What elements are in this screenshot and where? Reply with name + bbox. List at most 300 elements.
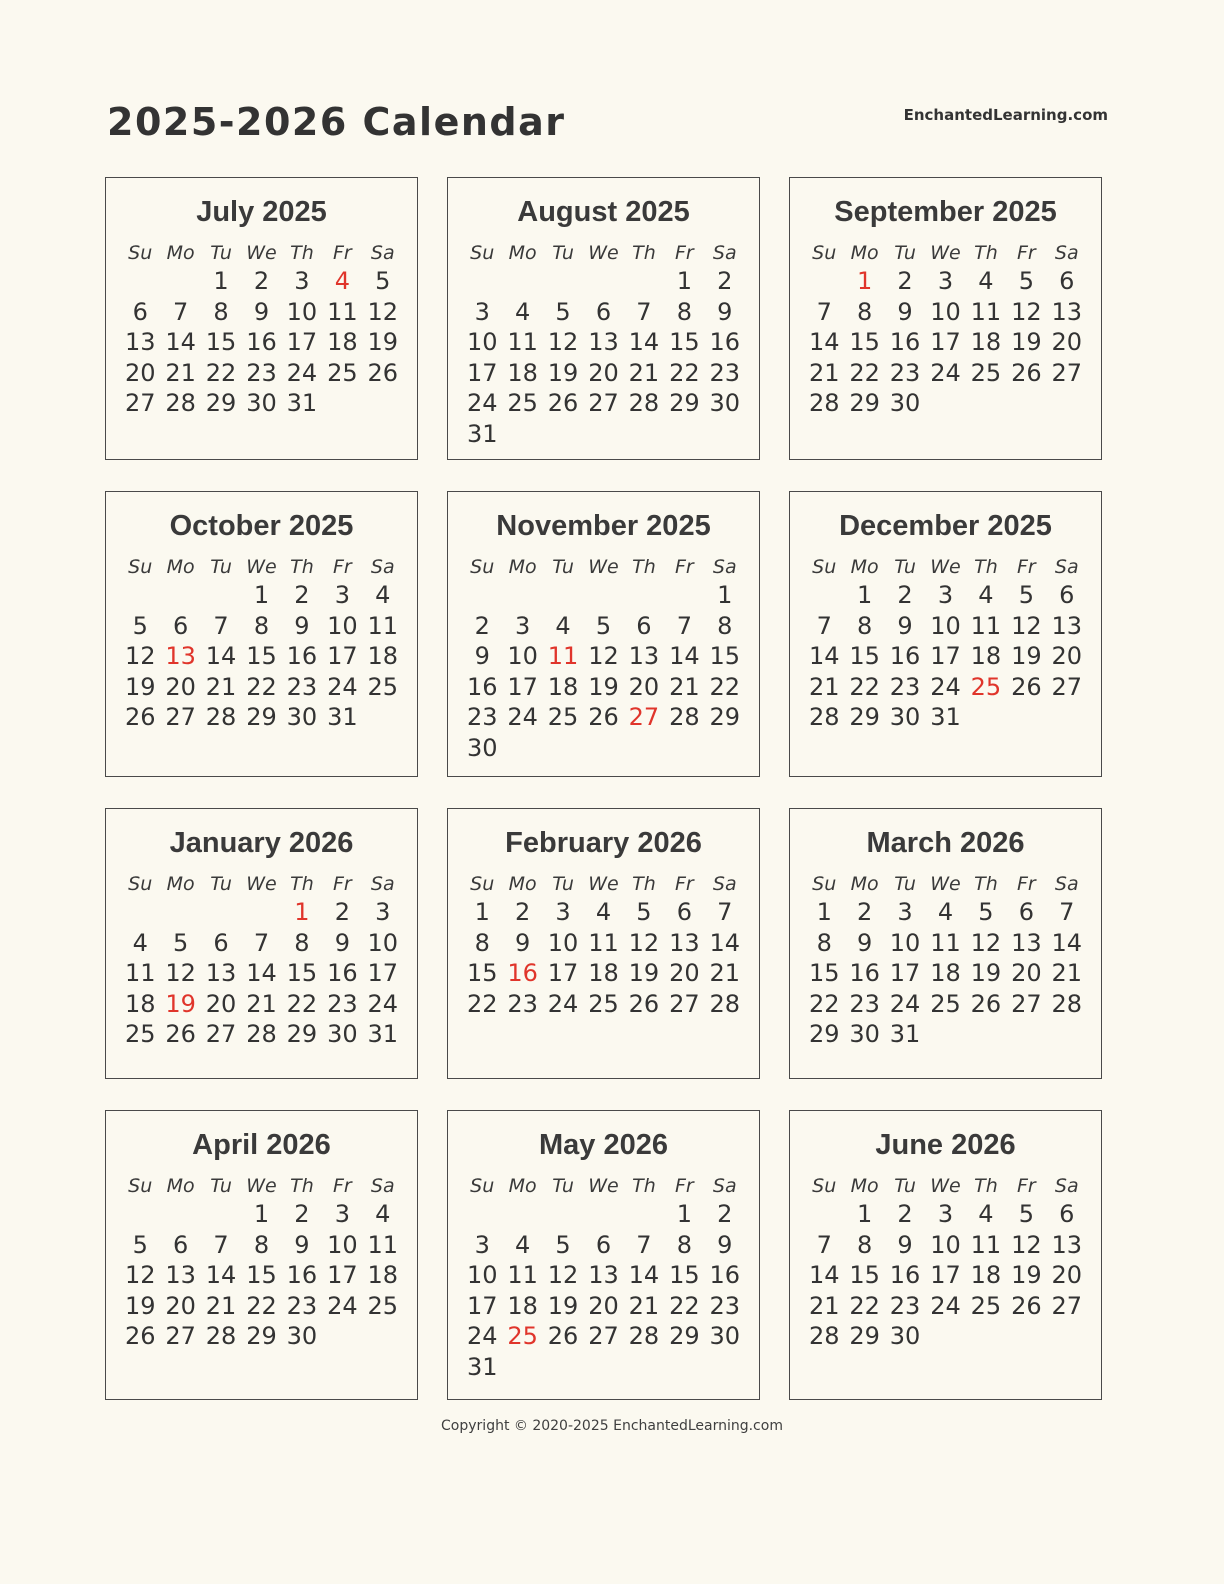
day-cell: 28 xyxy=(205,703,237,731)
day-cell: 16 xyxy=(849,959,880,987)
day-cell: 5 xyxy=(1018,581,1034,609)
day-cell: 27 xyxy=(1051,672,1083,701)
weekday-label: Th xyxy=(290,1175,314,1197)
day-cell: 6 xyxy=(595,1230,612,1259)
day-cell: 11 xyxy=(124,959,156,987)
day-cell: 23 xyxy=(889,672,921,701)
day-cell: 20 xyxy=(124,358,156,387)
day-cell: 22 xyxy=(849,672,880,701)
day-cell: 20 xyxy=(1011,959,1042,987)
day-cell-holiday: 4 xyxy=(334,267,350,295)
day-cell: 22 xyxy=(669,1291,700,1320)
day-cell: 28 xyxy=(628,389,660,417)
day-cell: 22 xyxy=(246,672,277,701)
day-cell: 1 xyxy=(856,581,873,609)
weekday-label: Sa xyxy=(370,242,395,264)
day-cell: 17 xyxy=(466,358,498,387)
month-title: June 2026 xyxy=(875,1129,1016,1161)
day-cell: 3 xyxy=(937,267,954,295)
day-cell: 4 xyxy=(595,898,612,926)
day-cell: 6 xyxy=(1059,581,1075,609)
day-cell: 3 xyxy=(375,898,391,926)
day-cell: 26 xyxy=(367,358,399,387)
day-cell: 15 xyxy=(849,1261,880,1289)
day-cell: 18 xyxy=(970,642,1002,670)
day-cell: 4 xyxy=(375,1200,391,1228)
day-grid xyxy=(462,266,745,449)
day-cell: 8 xyxy=(717,611,733,640)
day-cell: 7 xyxy=(717,898,733,926)
day-cell: 6 xyxy=(595,297,612,326)
day-cell: 20 xyxy=(165,1291,196,1320)
weekday-label: We xyxy=(246,873,277,895)
day-cell: 22 xyxy=(205,358,237,387)
day-grid xyxy=(120,266,403,419)
day-cell: 23 xyxy=(507,989,538,1018)
day-cell: 31 xyxy=(889,1020,921,1048)
day-cell: 20 xyxy=(1051,642,1083,670)
month-card xyxy=(105,808,418,1079)
weekday-label: Th xyxy=(974,242,998,264)
day-cell: 6 xyxy=(132,297,148,326)
day-grid xyxy=(120,897,403,1050)
day-cell: 7 xyxy=(636,297,652,326)
day-cell: 13 xyxy=(628,642,660,670)
month-title: August 2025 xyxy=(517,196,690,228)
day-cell: 1 xyxy=(856,1200,873,1228)
day-cell: 25 xyxy=(507,389,538,417)
day-grid xyxy=(120,1199,403,1352)
day-cell: 17 xyxy=(889,959,921,987)
weekday-header-row xyxy=(462,1175,745,1197)
day-cell: 2 xyxy=(294,1200,310,1228)
day-grid xyxy=(804,897,1087,1050)
weekday-label: Tu xyxy=(552,1175,574,1197)
day-cell: 22 xyxy=(849,1291,880,1320)
weekday-header-row xyxy=(462,556,745,578)
day-grid xyxy=(804,1199,1087,1352)
weekday-label: Fr xyxy=(674,242,694,264)
day-cell: 14 xyxy=(808,1261,840,1289)
day-cell: 12 xyxy=(628,928,660,957)
month-card xyxy=(789,177,1102,460)
day-cell: 3 xyxy=(334,1200,350,1228)
day-cell: 27 xyxy=(588,389,619,417)
day-cell: 1 xyxy=(253,1200,270,1228)
day-cell: 14 xyxy=(205,1261,237,1289)
day-cell: 14 xyxy=(808,328,840,356)
weekday-label: Mo xyxy=(508,1175,537,1197)
day-cell: 16 xyxy=(709,1261,741,1289)
month-card xyxy=(105,1110,418,1400)
day-cell: 27 xyxy=(124,389,156,417)
day-cell: 9 xyxy=(474,642,490,670)
day-cell: 11 xyxy=(367,611,399,640)
weekday-label: Su xyxy=(128,873,153,895)
month-title: April 2026 xyxy=(192,1129,331,1161)
day-cell: 9 xyxy=(294,1230,310,1259)
day-cell: 24 xyxy=(367,989,399,1018)
day-cell: 30 xyxy=(889,1322,921,1350)
day-cell: 30 xyxy=(889,389,921,417)
day-cell: 23 xyxy=(889,358,921,387)
day-cell: 30 xyxy=(327,1020,358,1048)
day-cell: 5 xyxy=(555,297,571,326)
day-cell: 15 xyxy=(466,959,498,987)
day-cell: 26 xyxy=(547,389,579,417)
weekday-label: We xyxy=(246,1175,277,1197)
day-cell: 15 xyxy=(709,642,741,670)
weekday-label: We xyxy=(588,873,619,895)
day-cell: 25 xyxy=(930,989,961,1018)
day-cell: 19 xyxy=(547,358,579,387)
weekday-label: We xyxy=(930,873,961,895)
day-cell: 18 xyxy=(970,328,1002,356)
day-cell: 16 xyxy=(286,1261,318,1289)
month-card xyxy=(789,1110,1102,1400)
day-cell: 11 xyxy=(970,1230,1002,1259)
day-cell: 27 xyxy=(1051,358,1083,387)
day-cell: 8 xyxy=(676,297,692,326)
weekday-header-row xyxy=(804,242,1087,264)
day-cell: 29 xyxy=(669,1322,700,1350)
day-cell: 13 xyxy=(1051,611,1083,640)
day-cell: 8 xyxy=(816,928,832,957)
month-title: January 2026 xyxy=(169,827,354,859)
weekday-label: Fr xyxy=(1016,1175,1036,1197)
day-cell: 20 xyxy=(669,959,700,987)
day-cell: 6 xyxy=(1059,1200,1075,1228)
day-cell: 13 xyxy=(1051,1230,1083,1259)
day-cell: 5 xyxy=(978,898,994,926)
day-cell: 14 xyxy=(669,642,700,670)
day-cell: 12 xyxy=(1011,611,1042,640)
day-cell: 29 xyxy=(849,1322,880,1350)
weekday-label: We xyxy=(588,1175,619,1197)
day-cell: 24 xyxy=(507,703,538,731)
weekday-label: Tu xyxy=(552,556,574,578)
day-cell: 27 xyxy=(588,1322,619,1350)
month-card xyxy=(447,177,760,460)
day-cell: 1 xyxy=(253,581,270,609)
day-cell: 25 xyxy=(588,989,619,1018)
day-grid xyxy=(120,580,403,733)
day-cell: 6 xyxy=(213,928,229,957)
day-cell: 8 xyxy=(294,928,310,957)
month-title: July 2025 xyxy=(196,196,327,228)
day-cell: 4 xyxy=(978,1200,994,1228)
day-cell: 9 xyxy=(897,1230,913,1259)
weekday-label: Th xyxy=(632,242,656,264)
weekday-label: Su xyxy=(812,242,837,264)
day-cell: 10 xyxy=(889,928,921,957)
day-cell: 13 xyxy=(588,1261,619,1289)
day-cell: 19 xyxy=(547,1291,579,1320)
day-cell: 7 xyxy=(1059,898,1075,926)
day-cell: 28 xyxy=(246,1020,277,1048)
weekday-label: Su xyxy=(470,1175,495,1197)
day-cell: 13 xyxy=(1051,297,1083,326)
day-cell: 8 xyxy=(253,1230,270,1259)
day-cell: 4 xyxy=(555,611,571,640)
day-cell: 22 xyxy=(808,989,840,1018)
weekday-label: Fr xyxy=(674,873,694,895)
month-title: September 2025 xyxy=(834,196,1057,228)
weekday-label: Fr xyxy=(332,1175,352,1197)
day-cell: 23 xyxy=(709,358,741,387)
day-cell: 6 xyxy=(676,898,692,926)
day-cell: 2 xyxy=(897,581,913,609)
day-cell: 2 xyxy=(334,898,350,926)
month-card xyxy=(105,177,418,460)
day-cell: 20 xyxy=(205,989,237,1018)
day-cell: 28 xyxy=(808,1322,840,1350)
weekday-label: Mo xyxy=(850,242,879,264)
day-cell: 15 xyxy=(808,959,840,987)
day-cell: 12 xyxy=(124,1261,156,1289)
day-cell: 13 xyxy=(124,328,156,356)
day-cell: 16 xyxy=(709,328,741,356)
day-cell-holiday: 25 xyxy=(970,672,1002,701)
day-cell: 18 xyxy=(507,1291,538,1320)
day-cell-holiday: 27 xyxy=(628,703,660,731)
day-cell: 18 xyxy=(507,358,538,387)
day-cell: 9 xyxy=(717,297,733,326)
weekday-header-row xyxy=(120,873,403,895)
day-cell: 31 xyxy=(930,703,961,731)
day-cell: 24 xyxy=(930,1291,961,1320)
day-cell: 19 xyxy=(124,672,156,701)
day-cell: 22 xyxy=(669,358,700,387)
day-cell: 8 xyxy=(856,297,873,326)
day-cell: 23 xyxy=(327,989,358,1018)
day-cell: 15 xyxy=(246,642,277,670)
day-cell: 10 xyxy=(507,642,538,670)
day-cell: 4 xyxy=(978,581,994,609)
day-cell: 10 xyxy=(930,611,961,640)
weekday-label: Su xyxy=(128,1175,153,1197)
day-cell: 30 xyxy=(286,703,318,731)
day-cell: 1 xyxy=(816,898,832,926)
day-cell: 14 xyxy=(1051,928,1083,957)
weekday-label: Mo xyxy=(166,556,195,578)
day-cell: 8 xyxy=(676,1230,692,1259)
day-cell: 3 xyxy=(474,1230,490,1259)
month-title: November 2025 xyxy=(496,510,711,542)
day-cell: 10 xyxy=(466,328,498,356)
weekday-header-row xyxy=(804,556,1087,578)
weekday-label: Tu xyxy=(210,242,232,264)
day-cell: 9 xyxy=(897,611,913,640)
calendar-grid xyxy=(105,177,1102,1400)
day-cell: 12 xyxy=(588,642,619,670)
weekday-label: Sa xyxy=(1054,556,1079,578)
weekday-label: Sa xyxy=(712,873,737,895)
day-cell: 18 xyxy=(367,642,399,670)
day-cell: 30 xyxy=(709,389,741,417)
day-cell: 25 xyxy=(970,1291,1002,1320)
day-cell: 9 xyxy=(717,1230,733,1259)
weekday-label: Sa xyxy=(712,1175,737,1197)
day-cell: 17 xyxy=(930,642,961,670)
day-cell-holiday: 13 xyxy=(165,642,196,670)
day-cell: 15 xyxy=(669,1261,700,1289)
weekday-label: Tu xyxy=(210,1175,232,1197)
day-cell: 17 xyxy=(367,959,399,987)
day-cell: 20 xyxy=(1051,328,1083,356)
weekday-label: Mo xyxy=(850,873,879,895)
day-cell: 3 xyxy=(897,898,913,926)
day-cell: 21 xyxy=(628,358,660,387)
day-cell: 13 xyxy=(205,959,237,987)
day-cell: 26 xyxy=(124,703,156,731)
day-cell: 16 xyxy=(889,642,921,670)
weekday-label: Tu xyxy=(210,873,232,895)
day-cell: 30 xyxy=(849,1020,880,1048)
weekday-label: Tu xyxy=(552,242,574,264)
day-cell: 18 xyxy=(327,328,358,356)
day-cell: 22 xyxy=(246,1291,277,1320)
day-cell: 21 xyxy=(808,672,840,701)
copyright-text: Copyright © 2020-2025 EnchantedLearning.com xyxy=(441,1418,783,1434)
day-cell: 31 xyxy=(367,1020,399,1048)
weekday-label: Fr xyxy=(332,242,352,264)
day-cell: 10 xyxy=(286,297,318,326)
day-cell: 21 xyxy=(205,1291,237,1320)
day-cell: 23 xyxy=(246,358,277,387)
day-cell: 15 xyxy=(849,642,880,670)
day-cell: 1 xyxy=(676,1200,692,1228)
day-cell: 12 xyxy=(547,328,579,356)
weekday-label: Th xyxy=(290,873,314,895)
day-cell: 12 xyxy=(547,1261,579,1289)
day-cell: 24 xyxy=(930,358,961,387)
day-cell: 15 xyxy=(246,1261,277,1289)
day-cell: 21 xyxy=(628,1291,660,1320)
weekday-label: Sa xyxy=(1054,242,1079,264)
weekday-label: Tu xyxy=(210,556,232,578)
day-cell: 19 xyxy=(124,1291,156,1320)
weekday-label: Fr xyxy=(332,556,352,578)
day-cell: 21 xyxy=(246,989,277,1018)
day-cell: 13 xyxy=(669,928,700,957)
day-cell: 23 xyxy=(286,1291,318,1320)
month-title: December 2025 xyxy=(839,510,1052,542)
month-title: February 2026 xyxy=(505,827,702,859)
day-cell: 28 xyxy=(808,703,840,731)
day-cell: 10 xyxy=(466,1261,498,1289)
day-cell: 6 xyxy=(172,1230,189,1259)
day-cell: 30 xyxy=(709,1322,741,1350)
day-cell: 27 xyxy=(1011,989,1042,1018)
weekday-header-row xyxy=(120,242,403,264)
weekday-label: Mo xyxy=(850,556,879,578)
day-cell: 28 xyxy=(628,1322,660,1350)
day-cell: 18 xyxy=(547,672,579,701)
day-cell: 25 xyxy=(970,358,1002,387)
day-cell: 4 xyxy=(514,1230,531,1259)
month-card xyxy=(447,491,760,777)
month-card xyxy=(789,808,1102,1079)
day-cell: 24 xyxy=(286,358,318,387)
day-cell: 3 xyxy=(514,611,531,640)
weekday-label: Mo xyxy=(850,1175,879,1197)
day-cell: 3 xyxy=(937,1200,954,1228)
day-cell: 31 xyxy=(466,1352,498,1381)
day-cell: 31 xyxy=(327,703,358,731)
day-cell: 1 xyxy=(717,581,733,609)
day-cell: 30 xyxy=(466,733,498,762)
day-cell: 3 xyxy=(555,898,571,926)
day-cell: 8 xyxy=(856,1230,873,1259)
weekday-label: Fr xyxy=(674,556,694,578)
day-cell: 31 xyxy=(286,389,318,417)
day-cell: 5 xyxy=(1018,267,1034,295)
day-cell: 28 xyxy=(669,703,700,731)
day-cell: 2 xyxy=(294,581,310,609)
day-cell: 17 xyxy=(507,672,538,701)
day-cell: 12 xyxy=(124,642,156,670)
day-cell: 19 xyxy=(588,672,619,701)
month-card xyxy=(789,491,1102,777)
weekday-header-row xyxy=(462,873,745,895)
day-cell: 11 xyxy=(970,297,1002,326)
day-cell: 9 xyxy=(334,928,350,957)
day-cell: 12 xyxy=(970,928,1002,957)
day-cell: 8 xyxy=(253,611,270,640)
day-cell: 28 xyxy=(808,389,840,417)
day-cell: 14 xyxy=(165,328,196,356)
day-cell: 7 xyxy=(816,611,832,640)
day-cell: 21 xyxy=(165,358,196,387)
day-cell: 18 xyxy=(588,959,619,987)
day-cell: 6 xyxy=(172,611,189,640)
day-cell: 16 xyxy=(889,328,921,356)
day-cell: 26 xyxy=(1011,358,1042,387)
day-cell: 8 xyxy=(474,928,490,957)
day-cell: 7 xyxy=(636,1230,652,1259)
day-cell: 23 xyxy=(709,1291,741,1320)
weekday-label: Fr xyxy=(1016,873,1036,895)
day-cell: 23 xyxy=(466,703,498,731)
weekday-label: Fr xyxy=(1016,556,1036,578)
day-cell: 17 xyxy=(327,1261,358,1289)
day-cell: 5 xyxy=(132,1230,148,1259)
weekday-label: Th xyxy=(632,873,656,895)
weekday-label: Fr xyxy=(674,1175,694,1197)
day-cell: 24 xyxy=(889,989,921,1018)
day-cell: 25 xyxy=(124,1020,156,1048)
day-cell: 2 xyxy=(253,267,270,295)
month-title: October 2025 xyxy=(169,510,354,542)
day-cell: 3 xyxy=(334,581,350,609)
day-cell: 4 xyxy=(132,928,148,957)
day-cell-holiday: 16 xyxy=(507,959,538,987)
day-cell: 5 xyxy=(555,1230,571,1259)
day-cell: 29 xyxy=(709,703,741,731)
day-cell: 26 xyxy=(588,703,619,731)
weekday-header-row xyxy=(804,873,1087,895)
weekday-label: We xyxy=(246,556,277,578)
day-cell: 3 xyxy=(474,297,490,326)
day-cell: 22 xyxy=(286,989,318,1018)
day-cell: 7 xyxy=(172,297,189,326)
day-cell: 8 xyxy=(856,611,873,640)
weekday-label: Fr xyxy=(332,873,352,895)
weekday-label: Tu xyxy=(552,873,574,895)
day-cell: 17 xyxy=(286,328,318,356)
month-title: March 2026 xyxy=(866,827,1025,859)
